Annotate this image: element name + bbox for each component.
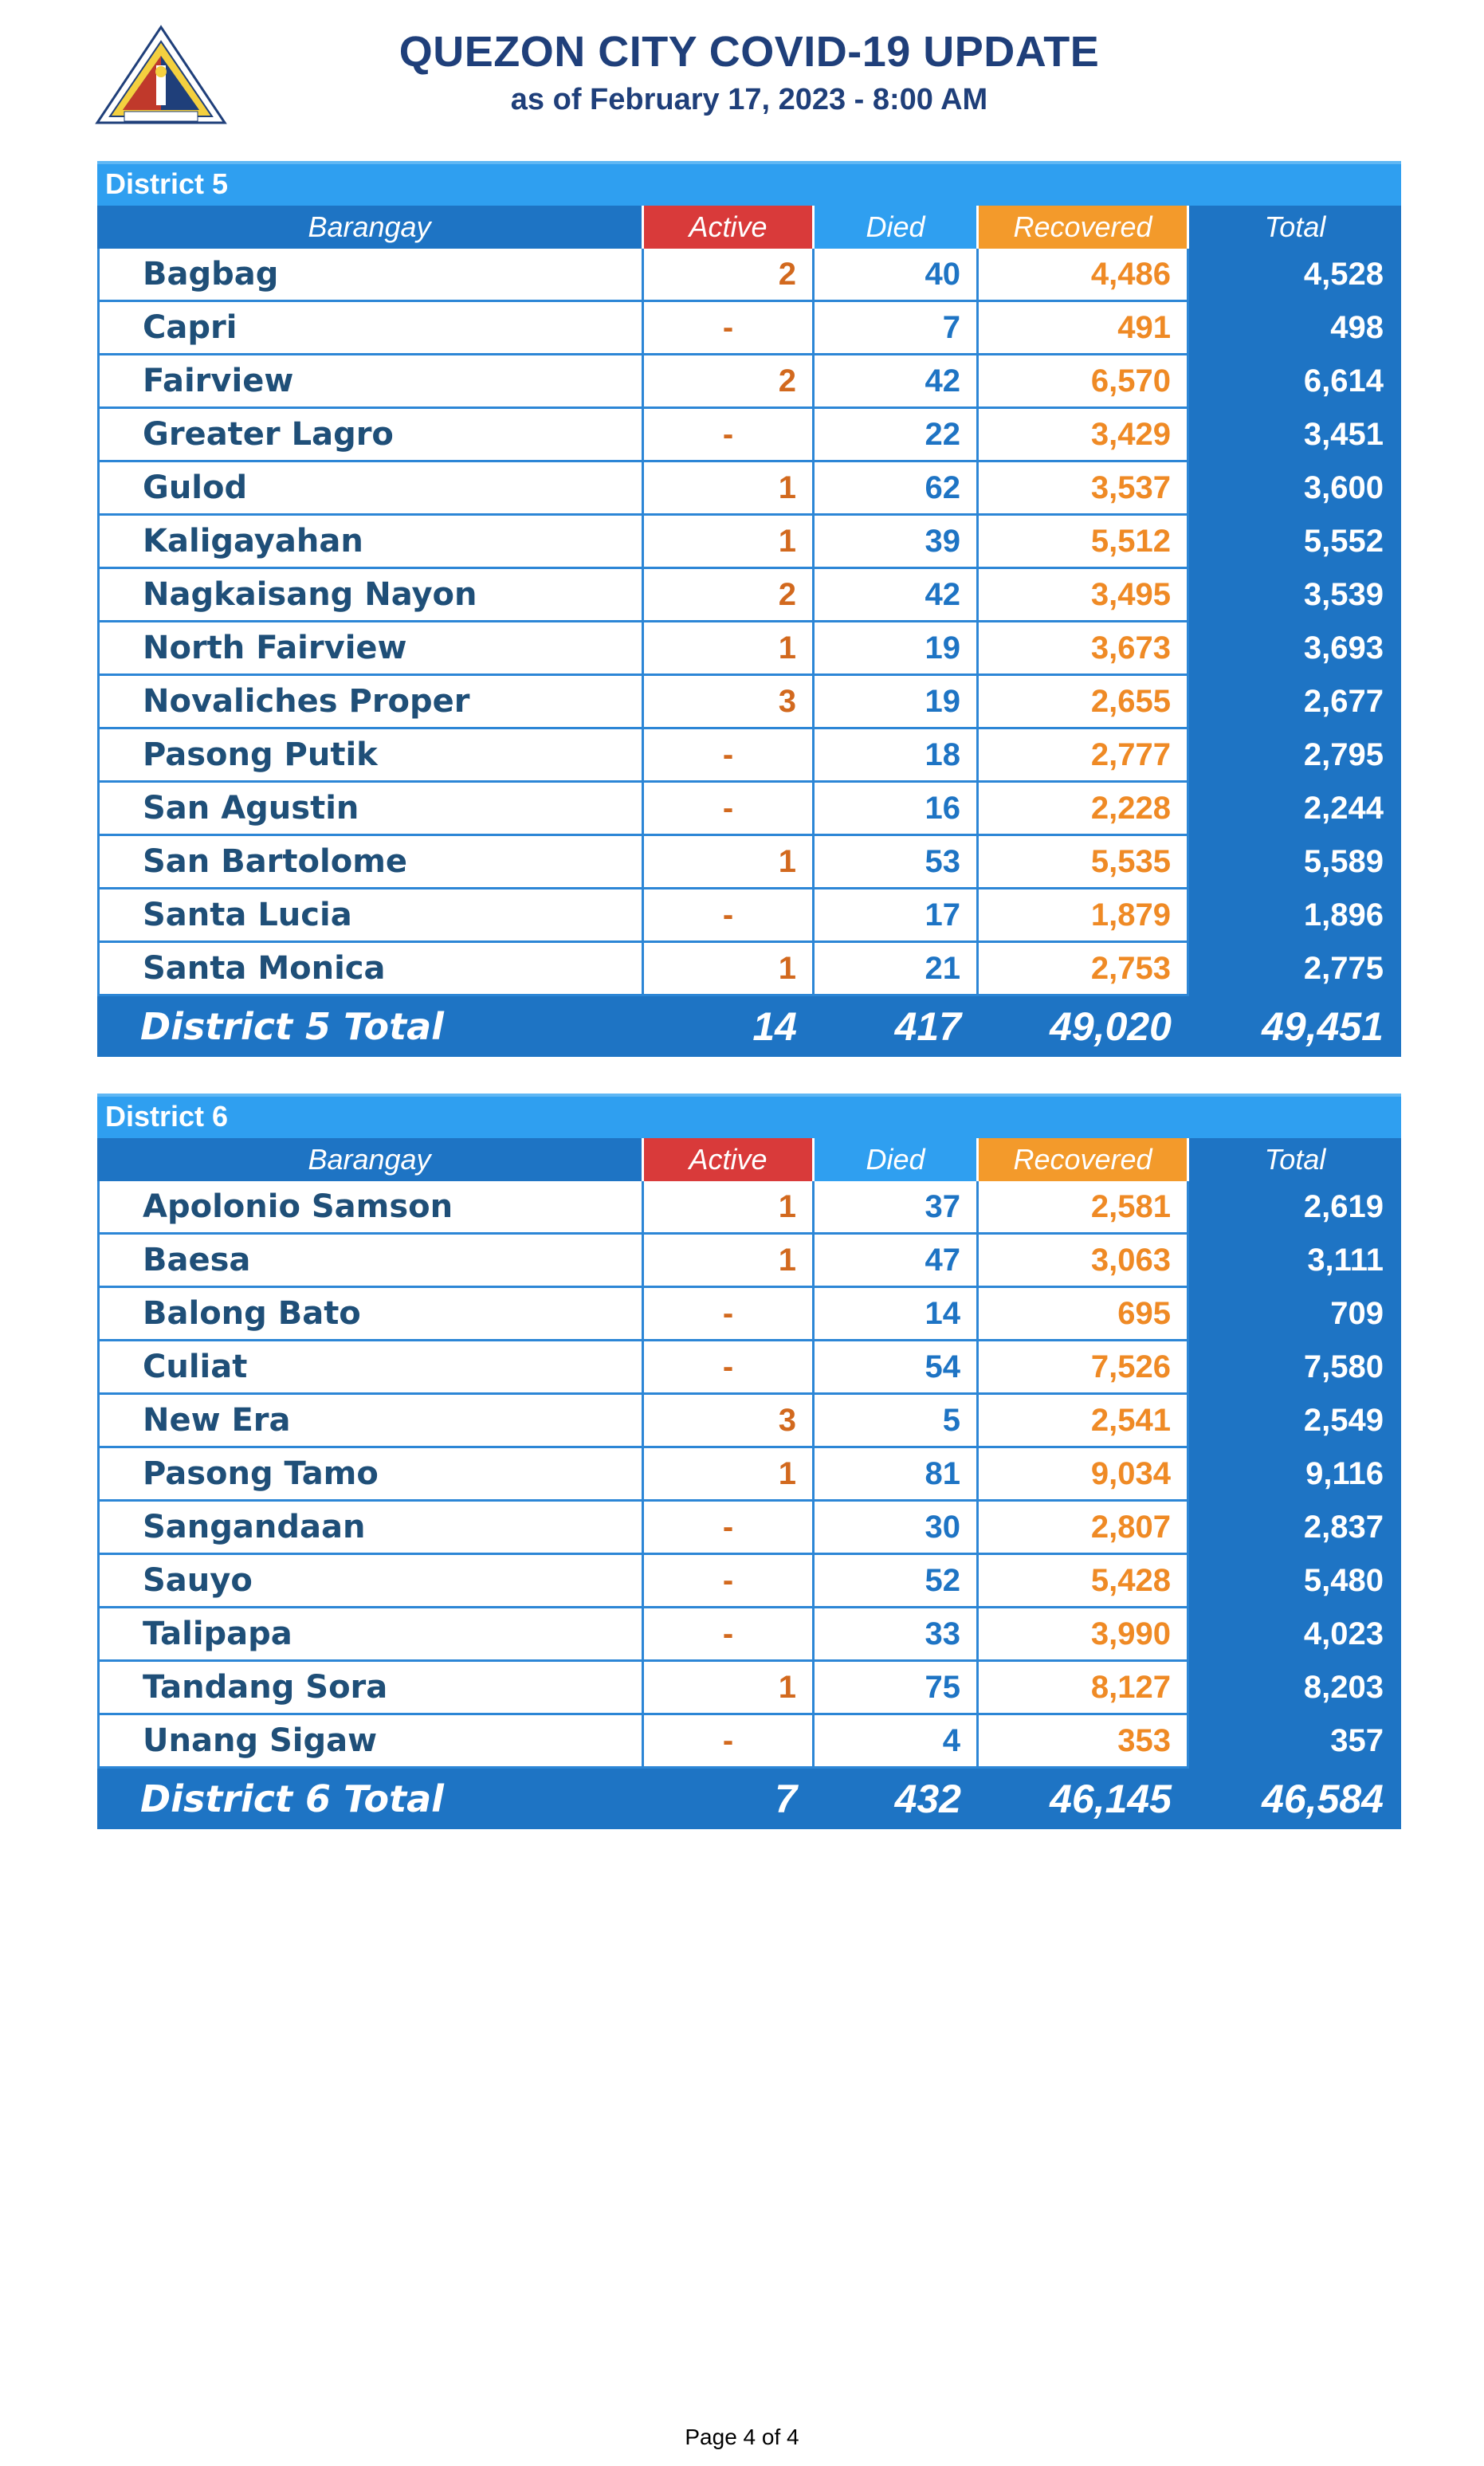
died-cell: 54: [815, 1341, 979, 1395]
died-cell: 22: [815, 409, 979, 462]
active-cell: -: [644, 1715, 815, 1769]
barangay-name-cell: Gulod: [97, 462, 644, 516]
total-total: 46,584: [1262, 1777, 1384, 1821]
barangay-name-cell: Talipapa: [97, 1608, 644, 1662]
died-cell: 18: [815, 729, 979, 783]
barangay-name-cell: Tandang Sora: [97, 1662, 644, 1715]
died-cell: 33: [815, 1608, 979, 1662]
active-cell: 1: [644, 1448, 815, 1502]
recovered-cell: 5,535: [979, 836, 1189, 889]
died-cell: 17: [815, 889, 979, 943]
active-cell: -: [644, 302, 815, 355]
table-row: [97, 783, 1401, 836]
table-row: [97, 1181, 1401, 1235]
barangay-name-cell: Kaligayahan: [97, 516, 644, 569]
barangay-name-cell: Fairview: [97, 355, 644, 409]
recovered-cell: 2,655: [979, 676, 1189, 729]
table-row: [97, 729, 1401, 783]
table-row: [97, 1395, 1401, 1448]
total-cell: 8,203: [1189, 1662, 1401, 1715]
total-active: 7: [775, 1777, 797, 1821]
total-active: 14: [752, 1004, 797, 1049]
table-row: [97, 676, 1401, 729]
died-cell: 30: [815, 1502, 979, 1555]
barangay-name-cell: Pasong Putik: [97, 729, 644, 783]
table-row: [97, 836, 1401, 889]
page-title: QUEZON CITY COVID-19 UPDATE: [398, 28, 1100, 76]
barangay-name-cell: Bagbag: [97, 249, 644, 302]
total-cell: 2,775: [1189, 943, 1401, 996]
recovered-cell: 491: [979, 302, 1189, 355]
recovered-cell: 2,228: [979, 783, 1189, 836]
active-cell: -: [644, 1555, 815, 1608]
table-row: [97, 1502, 1401, 1555]
recovered-cell: 8,127: [979, 1662, 1189, 1715]
active-cell: -: [644, 1288, 815, 1341]
recovered-cell: 2,581: [979, 1181, 1189, 1235]
table-row: [97, 1608, 1401, 1662]
table-row: [97, 1235, 1401, 1288]
barangay-name-cell: Greater Lagro: [97, 409, 644, 462]
table-row: [97, 889, 1401, 943]
active-cell: 2: [644, 569, 815, 622]
total-cell: 3,693: [1189, 622, 1401, 676]
total-cell: 3,451: [1189, 409, 1401, 462]
active-cell: 1: [644, 1181, 815, 1235]
table-row: [97, 622, 1401, 676]
table-row: [97, 569, 1401, 622]
died-cell: 4: [815, 1715, 979, 1769]
column-header-active: Active: [644, 206, 815, 249]
total-cell: 2,795: [1189, 729, 1401, 783]
table-header: [97, 206, 1401, 249]
total-cell: 2,619: [1189, 1181, 1401, 1235]
barangay-name-cell: San Bartolome: [97, 836, 644, 889]
barangay-name-cell: New Era: [97, 1395, 644, 1448]
active-cell: -: [644, 1502, 815, 1555]
district-6-table: [97, 1094, 1401, 1829]
recovered-cell: 353: [979, 1715, 1189, 1769]
table-row: [97, 1715, 1401, 1769]
died-cell: 19: [815, 622, 979, 676]
total-cell: 3,600: [1189, 462, 1401, 516]
column-header-recovered: Recovered: [979, 206, 1189, 249]
died-cell: 81: [815, 1448, 979, 1502]
column-header-died: Died: [815, 206, 979, 249]
district-5-table: [97, 161, 1401, 1057]
column-header-total: Total: [1189, 1138, 1401, 1181]
active-cell: -: [644, 1341, 815, 1395]
barangay-name-cell: Santa Monica: [97, 943, 644, 996]
recovered-cell: 5,428: [979, 1555, 1189, 1608]
active-cell: -: [644, 729, 815, 783]
died-cell: 7: [815, 302, 979, 355]
recovered-cell: 9,034: [979, 1448, 1189, 1502]
total-cell: 6,614: [1189, 355, 1401, 409]
total-died: 417: [894, 1004, 961, 1049]
district-total-label: District 6 Total: [140, 1777, 444, 1820]
page-subtitle: as of February 17, 2023 - 8:00 AM: [510, 83, 988, 116]
barangay-name-cell: Sangandaan: [97, 1502, 644, 1555]
total-died: 432: [894, 1777, 961, 1821]
active-cell: -: [644, 889, 815, 943]
total-cell: 3,111: [1189, 1235, 1401, 1288]
table-row: [97, 943, 1401, 996]
barangay-name-cell: North Fairview: [97, 622, 644, 676]
died-cell: 42: [815, 355, 979, 409]
recovered-cell: 3,537: [979, 462, 1189, 516]
recovered-cell: 6,570: [979, 355, 1189, 409]
table-row: [97, 1662, 1401, 1715]
active-cell: 1: [644, 943, 815, 996]
active-cell: 1: [644, 622, 815, 676]
table-row: [97, 302, 1401, 355]
active-cell: 1: [644, 1662, 815, 1715]
column-header-died: Died: [815, 1138, 979, 1181]
district-title: District 5: [97, 161, 1401, 206]
total-cell: 5,552: [1189, 516, 1401, 569]
barangay-name-cell: Baesa: [97, 1235, 644, 1288]
recovered-cell: 2,753: [979, 943, 1189, 996]
barangay-name-cell: San Agustin: [97, 783, 644, 836]
died-cell: 19: [815, 676, 979, 729]
total-cell: 709: [1189, 1288, 1401, 1341]
recovered-cell: 3,495: [979, 569, 1189, 622]
column-header-barangay: Barangay: [97, 1138, 644, 1181]
active-cell: 3: [644, 676, 815, 729]
table-row: [97, 1341, 1401, 1395]
table-row: [97, 1448, 1401, 1502]
column-header-recovered: Recovered: [979, 1138, 1189, 1181]
total-cell: 2,677: [1189, 676, 1401, 729]
column-header-barangay: Barangay: [97, 206, 644, 249]
died-cell: 42: [815, 569, 979, 622]
total-recovered: 49,020: [1050, 1004, 1172, 1049]
died-cell: 40: [815, 249, 979, 302]
total-cell: 2,244: [1189, 783, 1401, 836]
total-cell: 1,896: [1189, 889, 1401, 943]
died-cell: 14: [815, 1288, 979, 1341]
recovered-cell: 4,486: [979, 249, 1189, 302]
barangay-name-cell: Capri: [97, 302, 644, 355]
barangay-name-cell: Unang Sigaw: [97, 1715, 644, 1769]
active-cell: -: [644, 1608, 815, 1662]
table-row: [97, 1288, 1401, 1341]
total-recovered: 46,145: [1050, 1777, 1172, 1821]
district-title: District 6: [97, 1094, 1401, 1138]
total-cell: 357: [1189, 1715, 1401, 1769]
table-row: [97, 355, 1401, 409]
table-body: [97, 249, 1401, 996]
district-total-label: District 5 Total: [140, 1005, 444, 1048]
barangay-name-cell: Pasong Tamo: [97, 1448, 644, 1502]
quezon-city-seal: [94, 24, 228, 126]
active-cell: 2: [644, 249, 815, 302]
recovered-cell: 3,673: [979, 622, 1189, 676]
active-cell: 3: [644, 1395, 815, 1448]
page-number: Page 4 of 4: [685, 2425, 799, 2449]
recovered-cell: 7,526: [979, 1341, 1189, 1395]
died-cell: 37: [815, 1181, 979, 1235]
table-row: [97, 249, 1401, 302]
active-cell: 2: [644, 355, 815, 409]
recovered-cell: 3,990: [979, 1608, 1189, 1662]
active-cell: 1: [644, 1235, 815, 1288]
total-cell: 2,549: [1189, 1395, 1401, 1448]
recovered-cell: 2,541: [979, 1395, 1189, 1448]
table-body: [97, 1181, 1401, 1769]
died-cell: 75: [815, 1662, 979, 1715]
active-cell: 1: [644, 516, 815, 569]
recovered-cell: 3,063: [979, 1235, 1189, 1288]
died-cell: 5: [815, 1395, 979, 1448]
died-cell: 53: [815, 836, 979, 889]
barangay-name-cell: Sauyo: [97, 1555, 644, 1608]
recovered-cell: 3,429: [979, 409, 1189, 462]
barangay-name-cell: Santa Lucia: [97, 889, 644, 943]
total-cell: 5,480: [1189, 1555, 1401, 1608]
barangay-name-cell: Nagkaisang Nayon: [97, 569, 644, 622]
died-cell: 47: [815, 1235, 979, 1288]
died-cell: 52: [815, 1555, 979, 1608]
total-cell: 498: [1189, 302, 1401, 355]
barangay-name-cell: Balong Bato: [97, 1288, 644, 1341]
column-header-active: Active: [644, 1138, 815, 1181]
active-cell: -: [644, 783, 815, 836]
total-cell: 3,539: [1189, 569, 1401, 622]
total-cell: 7,580: [1189, 1341, 1401, 1395]
recovered-cell: 2,777: [979, 729, 1189, 783]
total-cell: 4,528: [1189, 249, 1401, 302]
recovered-cell: 695: [979, 1288, 1189, 1341]
table-row: [97, 1555, 1401, 1608]
table-header: [97, 1138, 1401, 1181]
column-header-total: Total: [1189, 206, 1401, 249]
died-cell: 16: [815, 783, 979, 836]
recovered-cell: 2,807: [979, 1502, 1189, 1555]
district-total-row: [97, 996, 1401, 1057]
recovered-cell: 5,512: [979, 516, 1189, 569]
active-cell: 1: [644, 462, 815, 516]
barangay-name-cell: Novaliches Proper: [97, 676, 644, 729]
total-cell: 5,589: [1189, 836, 1401, 889]
died-cell: 39: [815, 516, 979, 569]
active-cell: 1: [644, 836, 815, 889]
total-cell: 4,023: [1189, 1608, 1401, 1662]
died-cell: 62: [815, 462, 979, 516]
district-total-row: [97, 1769, 1401, 1829]
table-row: [97, 409, 1401, 462]
barangay-name-cell: Apolonio Samson: [97, 1181, 644, 1235]
table-row: [97, 462, 1401, 516]
total-cell: 9,116: [1189, 1448, 1401, 1502]
total-total: 49,451: [1262, 1004, 1384, 1049]
table-row: [97, 516, 1401, 569]
recovered-cell: 1,879: [979, 889, 1189, 943]
barangay-name-cell: Culiat: [97, 1341, 644, 1395]
total-cell: 2,837: [1189, 1502, 1401, 1555]
active-cell: -: [644, 409, 815, 462]
died-cell: 21: [815, 943, 979, 996]
